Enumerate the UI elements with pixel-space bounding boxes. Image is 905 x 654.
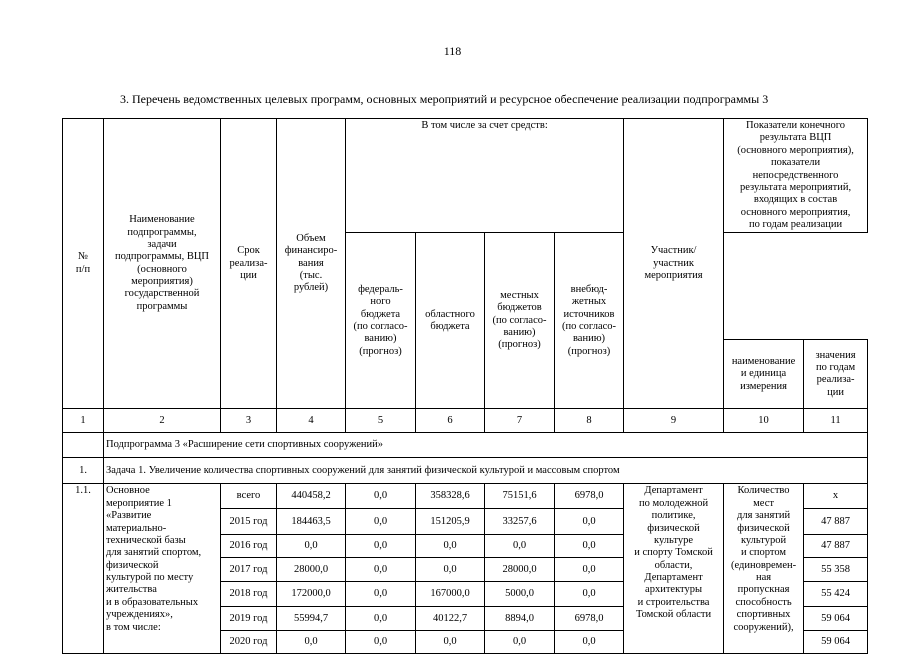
- indicator-value-cell: 47 887: [804, 509, 868, 535]
- local-cell: 8894,0: [485, 607, 555, 631]
- indicator-value-cell: х: [804, 484, 868, 509]
- indicator-value-cell: 59 064: [804, 607, 868, 631]
- column-number: 11: [804, 409, 868, 433]
- regional-cell: 151205,9: [416, 509, 485, 535]
- extrabudget-cell: 6978,0: [555, 607, 624, 631]
- regional-cell: 358328,6: [416, 484, 485, 509]
- local-cell: 0,0: [485, 535, 555, 558]
- activity-indicator: Количество мест для занятий физической культурой и спортом (единовремен- ная пропускная способность спортивных сооружений),: [724, 484, 804, 654]
- activity-participant: Департамент по молодежной политике, физической культуре и спорту Томской области, Департамент архитектуры и строительства Томской области: [624, 484, 724, 654]
- term-cell: 2016 год: [221, 535, 277, 558]
- local-cell: 5000,0: [485, 582, 555, 607]
- federal-cell: 0,0: [346, 607, 416, 631]
- federal-cell: 0,0: [346, 484, 416, 509]
- task-num: 1.: [63, 458, 104, 484]
- term-cell: 2019 год: [221, 607, 277, 631]
- header-participant: Участник/ участник мероприятия: [624, 119, 724, 409]
- header-regional: областного бюджета: [416, 233, 485, 409]
- activity-name: Основное мероприятие 1 «Развитие материально- технической базы для занятий спортом, физической культурой по месту жительства и в образовательных учреждениях», в том числе:: [104, 484, 221, 654]
- regional-cell: 167000,0: [416, 582, 485, 607]
- extrabudget-cell: 6978,0: [555, 484, 624, 509]
- column-number: 9: [624, 409, 724, 433]
- extrabudget-cell: 0,0: [555, 582, 624, 607]
- activity-row: [63, 484, 868, 509]
- extrabudget-cell: 0,0: [555, 535, 624, 558]
- activity-num: 1.1.: [63, 484, 104, 654]
- term-cell: 2018 год: [221, 582, 277, 607]
- volume-cell: 440458,2: [277, 484, 346, 509]
- local-cell: 28000,0: [485, 558, 555, 582]
- regional-cell: 0,0: [416, 535, 485, 558]
- header-indicators: Показатели конечного результата ВЦП (основного мероприятия), показатели непосредственного результата мероприятий, входящих в состав основного мероприятия, по годам реализации: [724, 119, 868, 233]
- page-number: 118: [443, 44, 462, 58]
- indicator-value-cell: 55 424: [804, 582, 868, 607]
- column-number-row: [63, 409, 868, 433]
- extrabudget-cell: 0,0: [555, 509, 624, 535]
- program-table: [62, 118, 868, 654]
- federal-cell: 0,0: [346, 582, 416, 607]
- term-cell: 2017 год: [221, 558, 277, 582]
- header-extrabudget: внебюд- жетных источников (по согласо- ванию) (прогноз): [555, 233, 624, 409]
- federal-cell: 0,0: [346, 535, 416, 558]
- regional-cell: 40122,7: [416, 607, 485, 631]
- term-cell: всего: [221, 484, 277, 509]
- volume-cell: 55994,7: [277, 607, 346, 631]
- indicator-value-cell: 55 358: [804, 558, 868, 582]
- federal-cell: 0,0: [346, 631, 416, 654]
- column-number: 6: [416, 409, 485, 433]
- task-row: Задача 1. Увеличение количества спортивных сооружений для занятий физической культурой и массовым спортом: [104, 458, 868, 484]
- term-cell: 2015 год: [221, 509, 277, 535]
- column-number: 10: [724, 409, 804, 433]
- federal-cell: 0,0: [346, 509, 416, 535]
- header-volume: Объем финансиро- вания (тыс. рублей): [277, 119, 346, 409]
- header-indicator-values: значения по годам реализа- ции: [804, 340, 868, 409]
- volume-cell: 0,0: [277, 535, 346, 558]
- column-number: 2: [104, 409, 221, 433]
- header-num: № п/п: [63, 119, 104, 409]
- subprogram-row: Подпрограмма 3 «Расширение сети спортивных сооружений»: [104, 433, 868, 458]
- extrabudget-cell: 0,0: [555, 558, 624, 582]
- header-term: Срок реализа- ции: [221, 119, 277, 409]
- column-number: 1: [63, 409, 104, 433]
- local-cell: 33257,6: [485, 509, 555, 535]
- header-name: Наименование подпрограммы, задачи подпрограммы, ВЦП (основного мероприятия) государственной программы: [104, 119, 221, 409]
- regional-cell: 0,0: [416, 631, 485, 654]
- column-number: 3: [221, 409, 277, 433]
- section-title: 3. Перечень ведомственных целевых программ, основных мероприятий и ресурсное обеспечение реализации подпрограммы 3: [120, 92, 769, 106]
- header-local: местных бюджетов (по согласо- ванию) (прогноз): [485, 233, 555, 409]
- term-cell: 2020 год: [221, 631, 277, 654]
- local-cell: 75151,6: [485, 484, 555, 509]
- regional-cell: 0,0: [416, 558, 485, 582]
- volume-cell: 28000,0: [277, 558, 346, 582]
- column-number: 4: [277, 409, 346, 433]
- volume-cell: 0,0: [277, 631, 346, 654]
- local-cell: 0,0: [485, 631, 555, 654]
- header-federal: федераль- ного бюджета (по согласо- ванию) (прогноз): [346, 233, 416, 409]
- header-including: В том числе за счет средств:: [346, 119, 624, 233]
- volume-cell: 184463,5: [277, 509, 346, 535]
- column-number: 7: [485, 409, 555, 433]
- column-number: 8: [555, 409, 624, 433]
- extrabudget-cell: 0,0: [555, 631, 624, 654]
- column-number: 5: [346, 409, 416, 433]
- indicator-value-cell: 59 064: [804, 631, 868, 654]
- federal-cell: 0,0: [346, 558, 416, 582]
- indicator-value-cell: 47 887: [804, 535, 868, 558]
- volume-cell: 172000,0: [277, 582, 346, 607]
- header-indicator-name: наименование и единица измерения: [724, 340, 804, 409]
